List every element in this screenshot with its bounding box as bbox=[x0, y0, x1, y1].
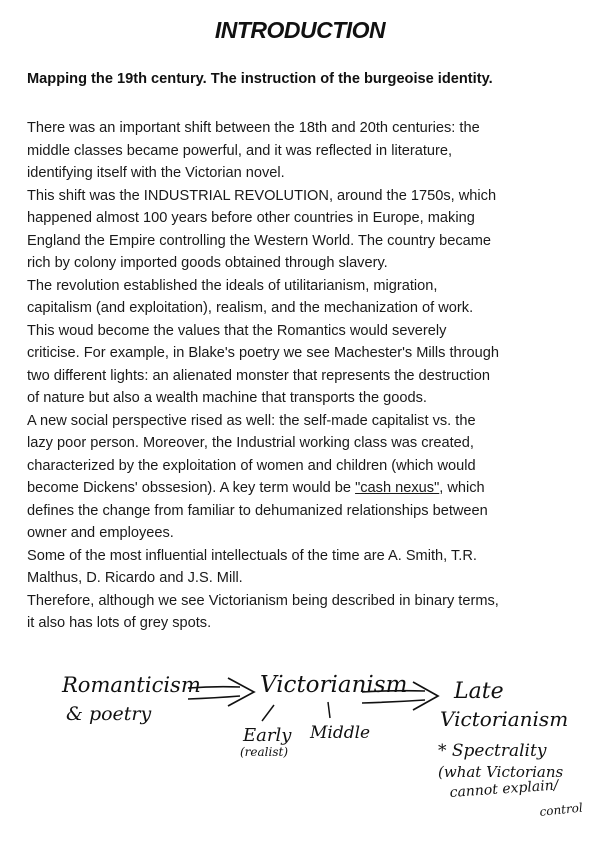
branch-stroke bbox=[262, 705, 274, 721]
body-line: owner and employees. bbox=[27, 525, 174, 541]
control-note: control bbox=[538, 800, 584, 819]
body-line: Therefore, although we see Victorianism being described in binary terms, bbox=[27, 592, 499, 609]
branch-stroke bbox=[328, 702, 330, 718]
body-line-text: , which bbox=[439, 480, 485, 496]
body-line: characterized by the exploitation of women and children (which would bbox=[27, 457, 476, 474]
body-text bbox=[27, 117, 587, 635]
body-line: two different lights: an alienated monster that represents the destruction bbox=[27, 367, 490, 384]
body-line: defines the change from familiar to dehumanized relationships between bbox=[27, 502, 488, 519]
romanticism-label: Romanticism bbox=[62, 673, 201, 697]
body-line: rich by colony imported goods obtained through slavery. bbox=[27, 255, 388, 271]
poetry-label: & poetry bbox=[66, 703, 152, 725]
body-line: it also has lots of grey spots. bbox=[27, 615, 212, 631]
handwritten-notes bbox=[0, 650, 600, 848]
body-line: A new social perspective rised as well: the self-made capitalist vs. the bbox=[27, 412, 476, 429]
handwritten-diagram bbox=[0, 650, 600, 848]
body-line: England the Empire controlling the Western World. The country became bbox=[27, 232, 491, 249]
what-victorians-note: (what Victorians bbox=[438, 763, 564, 781]
body-line: criticise. For example, in Blake's poetry we see Machester's Mills through bbox=[27, 345, 499, 361]
body-line: There was an important shift between the 18th and 20th centuries: the bbox=[27, 120, 480, 136]
early-label: Early bbox=[243, 725, 292, 746]
section-subtitle: Mapping the 19th century. The instruction of the burgeoise identity. bbox=[27, 71, 493, 87]
body-line: happened almost 100 years before other countries in Europe, making bbox=[27, 210, 475, 226]
middle-label: Middle bbox=[310, 723, 371, 743]
body-line: middle classes became powerful, and it was reflected in literature, bbox=[27, 142, 453, 159]
body-line-text: become Dickens' obssesion). A key term would be bbox=[27, 480, 356, 496]
body-line: capitalism (and exploitation), realism, and the mechanization of work. bbox=[27, 300, 474, 316]
cannot-explain-note: cannot explain/ bbox=[449, 777, 559, 801]
late-victorianism-label: Victorianism bbox=[440, 707, 569, 731]
body-line: The revolution established the ideals of utilitarianism, migration, bbox=[27, 277, 438, 294]
body-line: This woud become the values that the Romantics would severely bbox=[27, 322, 447, 339]
spectrality-label: * Spectrality bbox=[438, 741, 547, 761]
body-line: lazy poor person. Moreover, the Industrial working class was created, bbox=[27, 435, 474, 451]
body-line: of nature but also a wealth machine that transports the goods. bbox=[27, 390, 427, 406]
body-line-cash-nexus bbox=[27, 477, 587, 500]
realist-label: (realist) bbox=[240, 745, 289, 759]
body-line: Some of the most influential intellectuals of the time are A. Smith, T.R. bbox=[27, 547, 477, 564]
body-line: Malthus, D. Ricardo and J.S. Mill. bbox=[27, 570, 243, 586]
victorianism-label: Victorianism bbox=[260, 672, 408, 698]
page-title: INTRODUCTION bbox=[214, 17, 386, 43]
body-line: This shift was the INDUSTRIAL REVOLUTION, around the 1750s, which bbox=[27, 187, 497, 204]
body-line: identifying itself with the Victorian novel. bbox=[27, 165, 285, 181]
late-label: Late bbox=[454, 679, 504, 704]
cash-nexus-link[interactable]: "cash nexus" bbox=[355, 480, 440, 496]
